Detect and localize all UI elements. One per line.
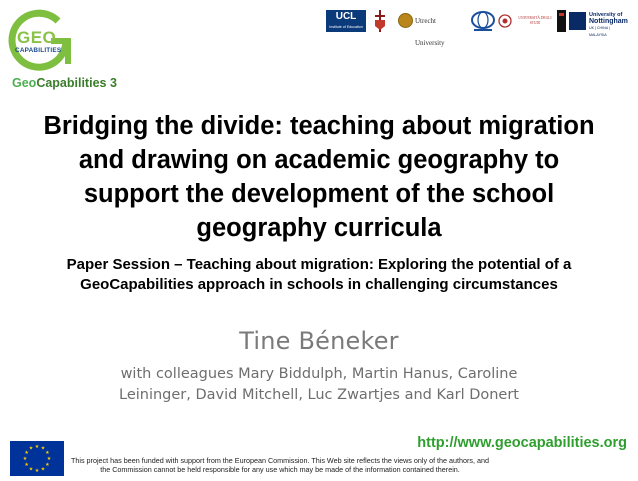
university-logo: UNIVERSITÀ DEGLI STUDI [518,16,552,25]
svg-text:★: ★ [28,445,34,452]
svg-text:★: ★ [22,456,28,462]
project-label: GeoCapabilities 3 [12,76,117,90]
nottingham-crest-icon [569,12,586,30]
svg-text:★: ★ [40,445,46,452]
svg-text:★: ★ [24,450,29,456]
svg-text:★: ★ [34,468,40,474]
utrecht-seal-icon [398,13,413,28]
svg-text:★: ★ [28,466,34,473]
partner-logo-icon [470,10,496,32]
ucl-logo: UCL Institute of Education [326,10,366,32]
slide-subtitle: Paper Session – Teaching about migration: Exploring the potential of a GeoCapabilities approach in schools in challenging circumstances [66,256,572,293]
author-name: Tine Béneker [239,327,399,355]
irem-logo-icon [557,10,566,32]
university-seal-icon [498,10,512,32]
logo-geo-text: GEO [17,28,57,47]
nottingham-logo: University of Nottingham UK | CHINA | MALAYSIA [569,10,627,32]
geocapabilities-logo [6,8,72,74]
colleagues-text: with colleagues Mary Biddulph, Martin Hanus, Caroline Leininger, David Mitchell, Luc Zwartjes and Karl Donert [119,366,519,403]
eu-flag-icon [10,441,64,476]
website-link[interactable]: http://www.geocapabilities.org [417,435,627,451]
svg-text:★: ★ [24,462,29,468]
crest-logo-icon [373,10,387,32]
utrecht-university-logo: Utrecht University [398,10,464,32]
slide-title: Bridging the divide: teaching about migration and drawing on academic geography to support the development of the school geography curricula [43,112,595,242]
svg-text:★: ★ [34,444,40,450]
svg-text:★: ★ [40,466,46,473]
funding-disclaimer: This project has been funded with support from the European Commission. This Web site reflects the views only of the authors, and the Commission cannot be held responsible for any use which may be made of the information contained therein. [70,456,490,474]
svg-text:★: ★ [46,456,52,462]
svg-text:★: ★ [45,450,50,456]
svg-text:★: ★ [45,462,50,468]
logo-capabilities-text: CAPABILITIES [15,47,62,54]
